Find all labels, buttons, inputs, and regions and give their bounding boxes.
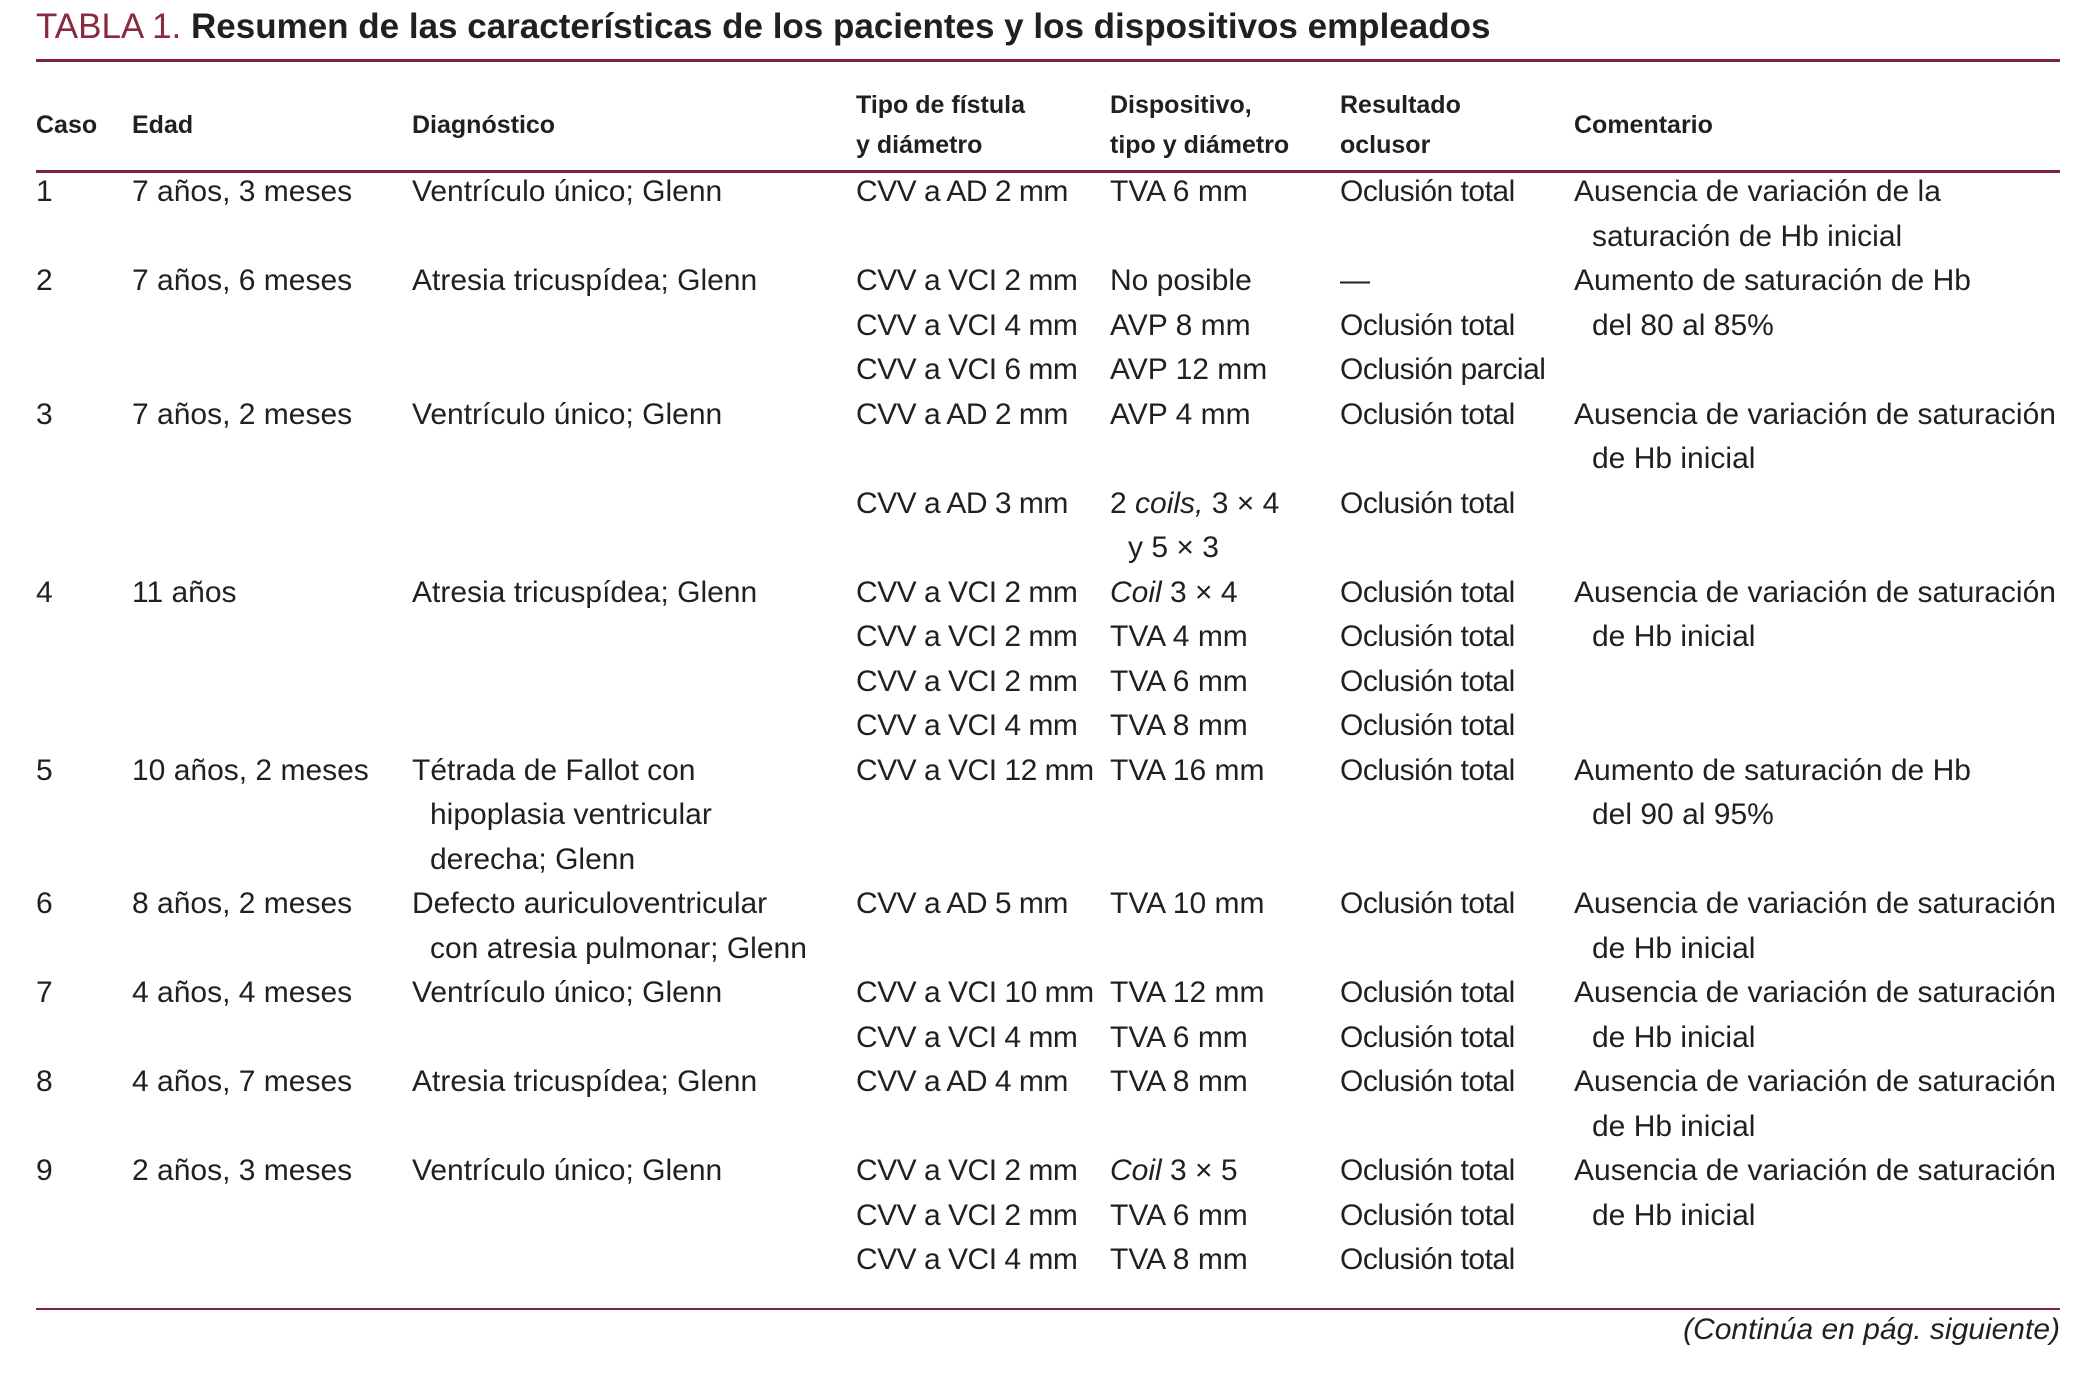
fistula-entry: CVV a VCI 4 mm <box>856 1020 1078 1054</box>
cell-caso: 2 <box>36 264 53 297</box>
header-fistula: Tipo de fístula y diámetro <box>856 91 1025 159</box>
cell-caso: 1 <box>36 175 53 208</box>
cell-comentario <box>1574 882 2060 971</box>
resultado-entry: Oclusión total <box>1340 976 1515 1009</box>
cell-edad: 2 años, 3 meses <box>132 1154 353 1187</box>
diagnostico-line: Ventrículo único; Glenn <box>412 1154 723 1187</box>
cell-dispositivo <box>1110 1149 1340 1283</box>
resultado-entry: Oclusión total <box>1340 887 1515 920</box>
fistula-entry: CVV a AD 5 mm <box>856 887 1068 920</box>
table-caption: Resumen de las características de los pacientes y los dispositivos empleados <box>191 7 1491 46</box>
cell-dispositivo <box>1110 170 1340 259</box>
cell-diagnostico <box>412 393 856 571</box>
fistula-entry: CVV a VCI 2 mm <box>856 664 1078 698</box>
spacer <box>1340 437 1574 482</box>
spacer <box>1340 526 1574 571</box>
spacer <box>856 437 1110 482</box>
table-body <box>36 170 2060 1283</box>
resultado-entry: Oclusión total <box>1340 1198 1515 1232</box>
spacer <box>856 526 1110 571</box>
header-caso: Caso <box>36 111 98 139</box>
table-row <box>36 971 2060 1060</box>
cell-diagnostico <box>412 571 856 749</box>
diagnostico-line: Ventrículo único; Glenn <box>412 397 723 431</box>
fistula-entry: CVV a AD 2 mm <box>856 175 1068 208</box>
header-diagnostico: Diagnóstico <box>412 111 556 139</box>
fistula-entry: CVV a VCI 6 mm <box>856 353 1078 386</box>
resultado-entry: Oclusión total <box>1340 1243 1515 1276</box>
comentario-line: de Hb inicial <box>1592 442 1756 475</box>
header-rule <box>36 170 2060 173</box>
dispositivo-entry: Coil 3 × 5 <box>1110 1154 1238 1187</box>
dispositivo-entry: TVA 10 mm <box>1110 887 1265 920</box>
dispositivo-entry <box>1110 437 1340 482</box>
header-comentario: Comentario <box>1574 111 1713 139</box>
bottom-rule <box>36 1308 2060 1310</box>
cell-edad: 4 años, 7 meses <box>132 1065 353 1098</box>
fistula-entry: CVV a VCI 4 mm <box>856 1243 1078 1276</box>
diagnostico-line: derecha; Glenn <box>430 842 636 876</box>
resultado-entry: Oclusión total <box>1340 486 1515 520</box>
cell-dispositivo <box>1110 882 1340 971</box>
fistula-entry: CVV a VCI 2 mm <box>856 264 1078 297</box>
dispositivo-entry: TVA 6 mm <box>1110 1020 1248 1054</box>
dispositivo-entry: TVA 6 mm <box>1110 175 1248 208</box>
table-label: TABLA 1. <box>36 7 182 46</box>
header-edad: Edad <box>132 111 194 139</box>
cell-resultado <box>1340 749 1574 883</box>
dispositivo-entry: y 5 × 3 <box>1128 531 1219 564</box>
diagnostico-line: hipoplasia ventricular <box>430 798 712 831</box>
diagnostico-line: Atresia tricuspídea; Glenn <box>412 575 758 609</box>
dispositivo-entry: 2 coils, 3 × 4 <box>1110 486 1280 520</box>
cell-caso: 5 <box>36 753 53 787</box>
fistula-entry: CVV a VCI 4 mm <box>856 308 1078 342</box>
dispositivo-entry: TVA 16 mm <box>1110 753 1265 787</box>
resultado-entry: Oclusión parcial <box>1340 353 1546 386</box>
diagnostico-line: Atresia tricuspídea; Glenn <box>412 264 758 297</box>
cell-dispositivo <box>1110 393 1340 571</box>
diagnostico-line: Defecto auriculoventricular <box>412 887 768 920</box>
cell-diagnostico <box>412 971 856 1060</box>
resultado-entry: Oclusión total <box>1340 753 1515 787</box>
resultado-entry: Oclusión total <box>1340 175 1515 208</box>
fistula-entry: CVV a AD 3 mm <box>856 486 1068 520</box>
cell-resultado <box>1340 1149 1574 1283</box>
header-resultado: Resultado oclusor <box>1340 91 1461 159</box>
header-dispositivo: Dispositivo, tipo y diámetro <box>1110 91 1290 159</box>
cell-edad: 7 años, 2 meses <box>132 397 353 431</box>
comentario-line: Ausencia de variación de saturación <box>1574 1154 2056 1187</box>
cell-resultado <box>1340 259 1574 393</box>
resultado-entry: Oclusión total <box>1340 1020 1515 1054</box>
cell-dispositivo <box>1110 1060 1340 1149</box>
cell-caso: 4 <box>36 575 53 609</box>
comentario-line: Ausencia de variación de saturación <box>1574 887 2056 920</box>
cell-caso: 9 <box>36 1154 53 1187</box>
dispositivo-entry: Coil 3 × 4 <box>1110 575 1238 609</box>
cell-caso: 6 <box>36 887 53 920</box>
table-row <box>36 1060 2060 1149</box>
cell-diagnostico <box>412 1149 856 1283</box>
resultado-entry: Oclusión total <box>1340 1065 1515 1098</box>
cell-edad: 4 años, 4 meses <box>132 976 353 1009</box>
cell-resultado <box>1340 882 1574 971</box>
fistula-entry: CVV a AD 2 mm <box>856 397 1068 431</box>
dispositivo-entry: TVA 6 mm <box>1110 664 1248 698</box>
cell-diagnostico <box>412 259 856 393</box>
table-row <box>36 393 2060 571</box>
resultado-entry: — <box>1340 264 1370 297</box>
cell-comentario <box>1574 749 2060 883</box>
cell-fistula <box>856 393 1110 571</box>
table-row <box>36 170 2060 259</box>
cell-diagnostico <box>412 882 856 971</box>
cell-edad: 7 años, 3 meses <box>132 175 353 208</box>
fistula-entry: CVV a VCI 2 mm <box>856 1154 1078 1187</box>
cell-diagnostico <box>412 749 856 883</box>
comentario-line: Ausencia de variación de saturación <box>1574 976 2056 1009</box>
cell-resultado <box>1340 170 1574 259</box>
resultado-entry: Oclusión total <box>1340 1154 1515 1187</box>
cell-dispositivo <box>1110 259 1340 393</box>
diagnostico-line: Tétrada de Fallot con <box>412 753 696 787</box>
comentario-line: Ausencia de variación de saturación <box>1574 1065 2056 1098</box>
fistula-entry: CVV a AD 4 mm <box>856 1065 1068 1098</box>
cell-caso: 8 <box>36 1065 53 1098</box>
cell-edad: 11 años <box>132 575 237 609</box>
resultado-entry: Oclusión total <box>1340 620 1515 653</box>
fistula-entry: CVV a VCI 12 mm <box>856 753 1094 787</box>
cell-diagnostico <box>412 170 856 259</box>
cell-caso: 3 <box>36 397 53 431</box>
resultado-entry: Oclusión total <box>1340 575 1515 609</box>
table-row <box>36 1149 2060 1283</box>
cell-comentario <box>1574 971 2060 1060</box>
dispositivo-entry: TVA 6 mm <box>1110 1198 1248 1232</box>
comentario-line: de Hb inicial <box>1592 1020 1756 1054</box>
diagnostico-line: Atresia tricuspídea; Glenn <box>412 1065 758 1098</box>
title-rule <box>36 59 2060 62</box>
dispositivo-entry: TVA 8 mm <box>1110 1065 1248 1098</box>
cell-caso: 7 <box>36 976 53 1009</box>
cell-edad: 8 años, 2 meses <box>132 887 353 920</box>
cell-comentario <box>1574 571 2060 749</box>
cell-fistula <box>856 1060 1110 1149</box>
dispositivo-entry: No posible <box>1110 264 1252 297</box>
cell-fistula <box>856 170 1110 259</box>
comentario-line: Aumento de saturación de Hb <box>1574 264 1971 297</box>
cell-fistula <box>856 882 1110 971</box>
dispositivo-entry: TVA 8 mm <box>1110 709 1248 742</box>
resultado-entry: Oclusión total <box>1340 308 1515 342</box>
comentario-line: Ausencia de variación de saturación <box>1574 575 2056 609</box>
cell-resultado <box>1340 571 1574 749</box>
cell-edad: 10 años, 2 meses <box>132 753 369 787</box>
fistula-entry: CVV a VCI 10 mm <box>856 976 1094 1009</box>
dispositivo-entry: AVP 12 mm <box>1110 353 1268 386</box>
comentario-line: de Hb inicial <box>1592 931 1756 965</box>
table-row <box>36 259 2060 393</box>
resultado-entry: Oclusión total <box>1340 709 1515 742</box>
continuation-note: (Continúa en pág. siguiente) <box>1683 1313 2060 1346</box>
fistula-entry: CVV a VCI 2 mm <box>856 620 1078 653</box>
cell-resultado <box>1340 971 1574 1060</box>
comentario-line: de Hb inicial <box>1592 1198 1756 1232</box>
cell-edad: 7 años, 6 meses <box>132 264 353 297</box>
table-title <box>36 2 1490 52</box>
cell-comentario <box>1574 393 2060 571</box>
fistula-entry: CVV a VCI 4 mm <box>856 709 1078 742</box>
dispositivo-entry: AVP 8 mm <box>1110 308 1251 342</box>
comentario-line: de Hb inicial <box>1592 620 1756 653</box>
cell-diagnostico <box>412 1060 856 1149</box>
comentario-line: saturación de Hb inicial <box>1592 219 1903 253</box>
dispositivo-entry: TVA 12 mm <box>1110 976 1265 1009</box>
cell-fistula <box>856 571 1110 749</box>
table-row <box>36 882 2060 971</box>
cell-resultado <box>1340 1060 1574 1149</box>
comentario-line: Ausencia de variación de saturación <box>1574 397 2056 431</box>
cell-dispositivo <box>1110 971 1340 1060</box>
table-row <box>36 571 2060 749</box>
cell-fistula <box>856 749 1110 883</box>
cell-comentario <box>1574 1149 2060 1283</box>
cell-fistula <box>856 971 1110 1060</box>
diagnostico-line: Ventrículo único; Glenn <box>412 976 723 1009</box>
resultado-entry: Oclusión total <box>1340 664 1515 698</box>
dispositivo-entry: TVA 4 mm <box>1110 620 1248 653</box>
header-row <box>36 80 2060 170</box>
diagnostico-line: Ventrículo único; Glenn <box>412 175 723 208</box>
cell-fistula <box>856 259 1110 393</box>
cell-comentario <box>1574 259 2060 393</box>
dispositivo-entry: AVP 4 mm <box>1110 397 1251 431</box>
cell-fistula <box>856 1149 1110 1283</box>
cell-comentario <box>1574 170 2060 259</box>
dispositivo-entry: TVA 8 mm <box>1110 1243 1248 1276</box>
comentario-line: de Hb inicial <box>1592 1109 1756 1143</box>
cell-dispositivo <box>1110 749 1340 883</box>
comentario-line: del 80 al 85% <box>1592 308 1774 342</box>
patients-table <box>36 80 2060 1283</box>
comentario-line: del 90 al 95% <box>1592 798 1774 831</box>
comentario-line: Ausencia de variación de la <box>1574 175 1941 208</box>
table-row <box>36 749 2060 883</box>
diagnostico-line: con atresia pulmonar; Glenn <box>430 931 807 965</box>
cell-dispositivo <box>1110 571 1340 749</box>
fistula-entry: CVV a VCI 2 mm <box>856 1198 1078 1232</box>
comentario-line: Aumento de saturación de Hb <box>1574 753 1971 787</box>
cell-comentario <box>1574 1060 2060 1149</box>
cell-resultado <box>1340 393 1574 571</box>
resultado-entry: Oclusión total <box>1340 397 1515 431</box>
fistula-entry: CVV a VCI 2 mm <box>856 575 1078 609</box>
